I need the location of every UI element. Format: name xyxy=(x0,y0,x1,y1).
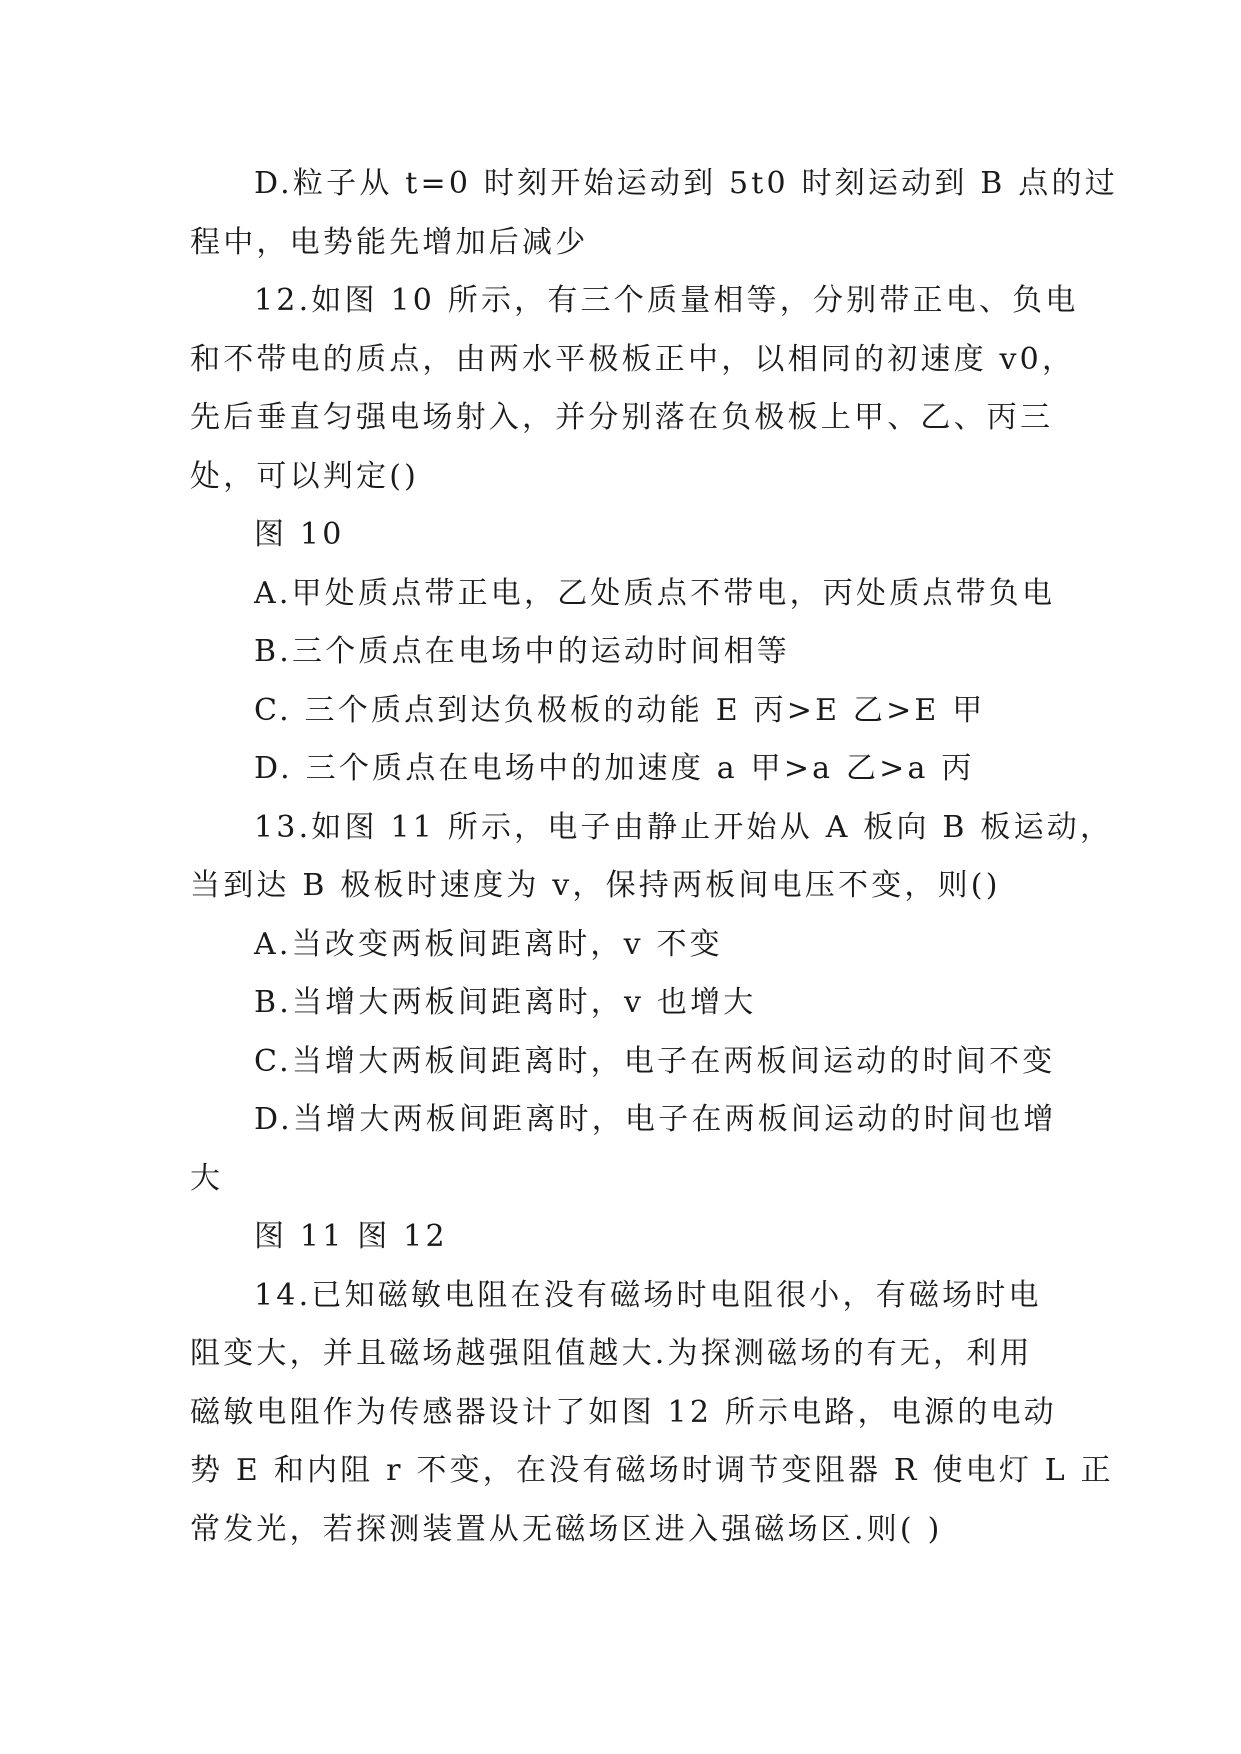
question-14-stem: 14.已知磁敏电阻在没有磁场时电阻很小，有磁场时电 xyxy=(254,1277,1042,1313)
text-line: 先后垂直匀强电场射入，并分别落在负极板上甲、乙、丙三 xyxy=(190,400,1054,435)
text-line: 阻变大，并且磁场越强阻值越大.为探测磁场的有无，利用 xyxy=(190,1336,1033,1371)
text-line: 程中，电势能先增加后减少 xyxy=(190,224,589,260)
question-12-stem: 12.如图 10 所示，有三个质量相等，分别带正电、负电 xyxy=(254,283,1079,318)
option-d: D.当增大两板间距离时，电子在两板间运动的时间也增 xyxy=(254,1102,1057,1137)
text-line: 磁敏电阻作为传感器设计了如图 12 所示电路，电源的电动 xyxy=(190,1394,1057,1430)
text-line: 当到达 B 极板时速度为 v，保持两板间电压不变，则() xyxy=(190,868,1001,903)
figure-caption: 图 10 xyxy=(254,517,345,552)
option-c: C. 三个质点到达负极板的动能 E 丙>E 乙>E 甲 xyxy=(254,692,986,728)
text-line: 常发光，若探测装置从无磁场区进入强磁场区.则( ) xyxy=(190,1511,943,1547)
text-line: D.粒子从 t=0 时刻开始运动到 5t0 时刻运动到 B 点的过 xyxy=(254,166,1118,201)
option-b: B.三个质点在电场中的运动时间相等 xyxy=(254,634,790,669)
figure-caption: 图 11 图 12 xyxy=(254,1219,448,1254)
option-a: A.当改变两板间距离时，v 不变 xyxy=(254,926,723,962)
text-line: 处，可以判定() xyxy=(190,458,420,494)
option-a: A.甲处质点带正电，乙处质点不带电，丙处质点带负电 xyxy=(254,575,1056,611)
text-line: 和不带电的质点，由两水平极板正中，以相同的初速度 v0， xyxy=(190,341,1076,377)
text-line: 势 E 和内阻 r 不变，在没有磁场时调节变阻器 R 使电灯 L 正 xyxy=(190,1453,1114,1488)
option-d: D. 三个质点在电场中的加速度 a 甲>a 乙>a 丙 xyxy=(254,751,975,786)
option-c: C.当增大两板间距离时，电子在两板间运动的时间不变 xyxy=(254,1043,1056,1079)
option-b: B.当增大两板间距离时，v 也增大 xyxy=(254,985,757,1020)
question-13-stem: 13.如图 11 所示，电子由静止开始从 A 板向 B 板运动， xyxy=(254,809,1114,845)
text-line: 大 xyxy=(190,1160,224,1196)
